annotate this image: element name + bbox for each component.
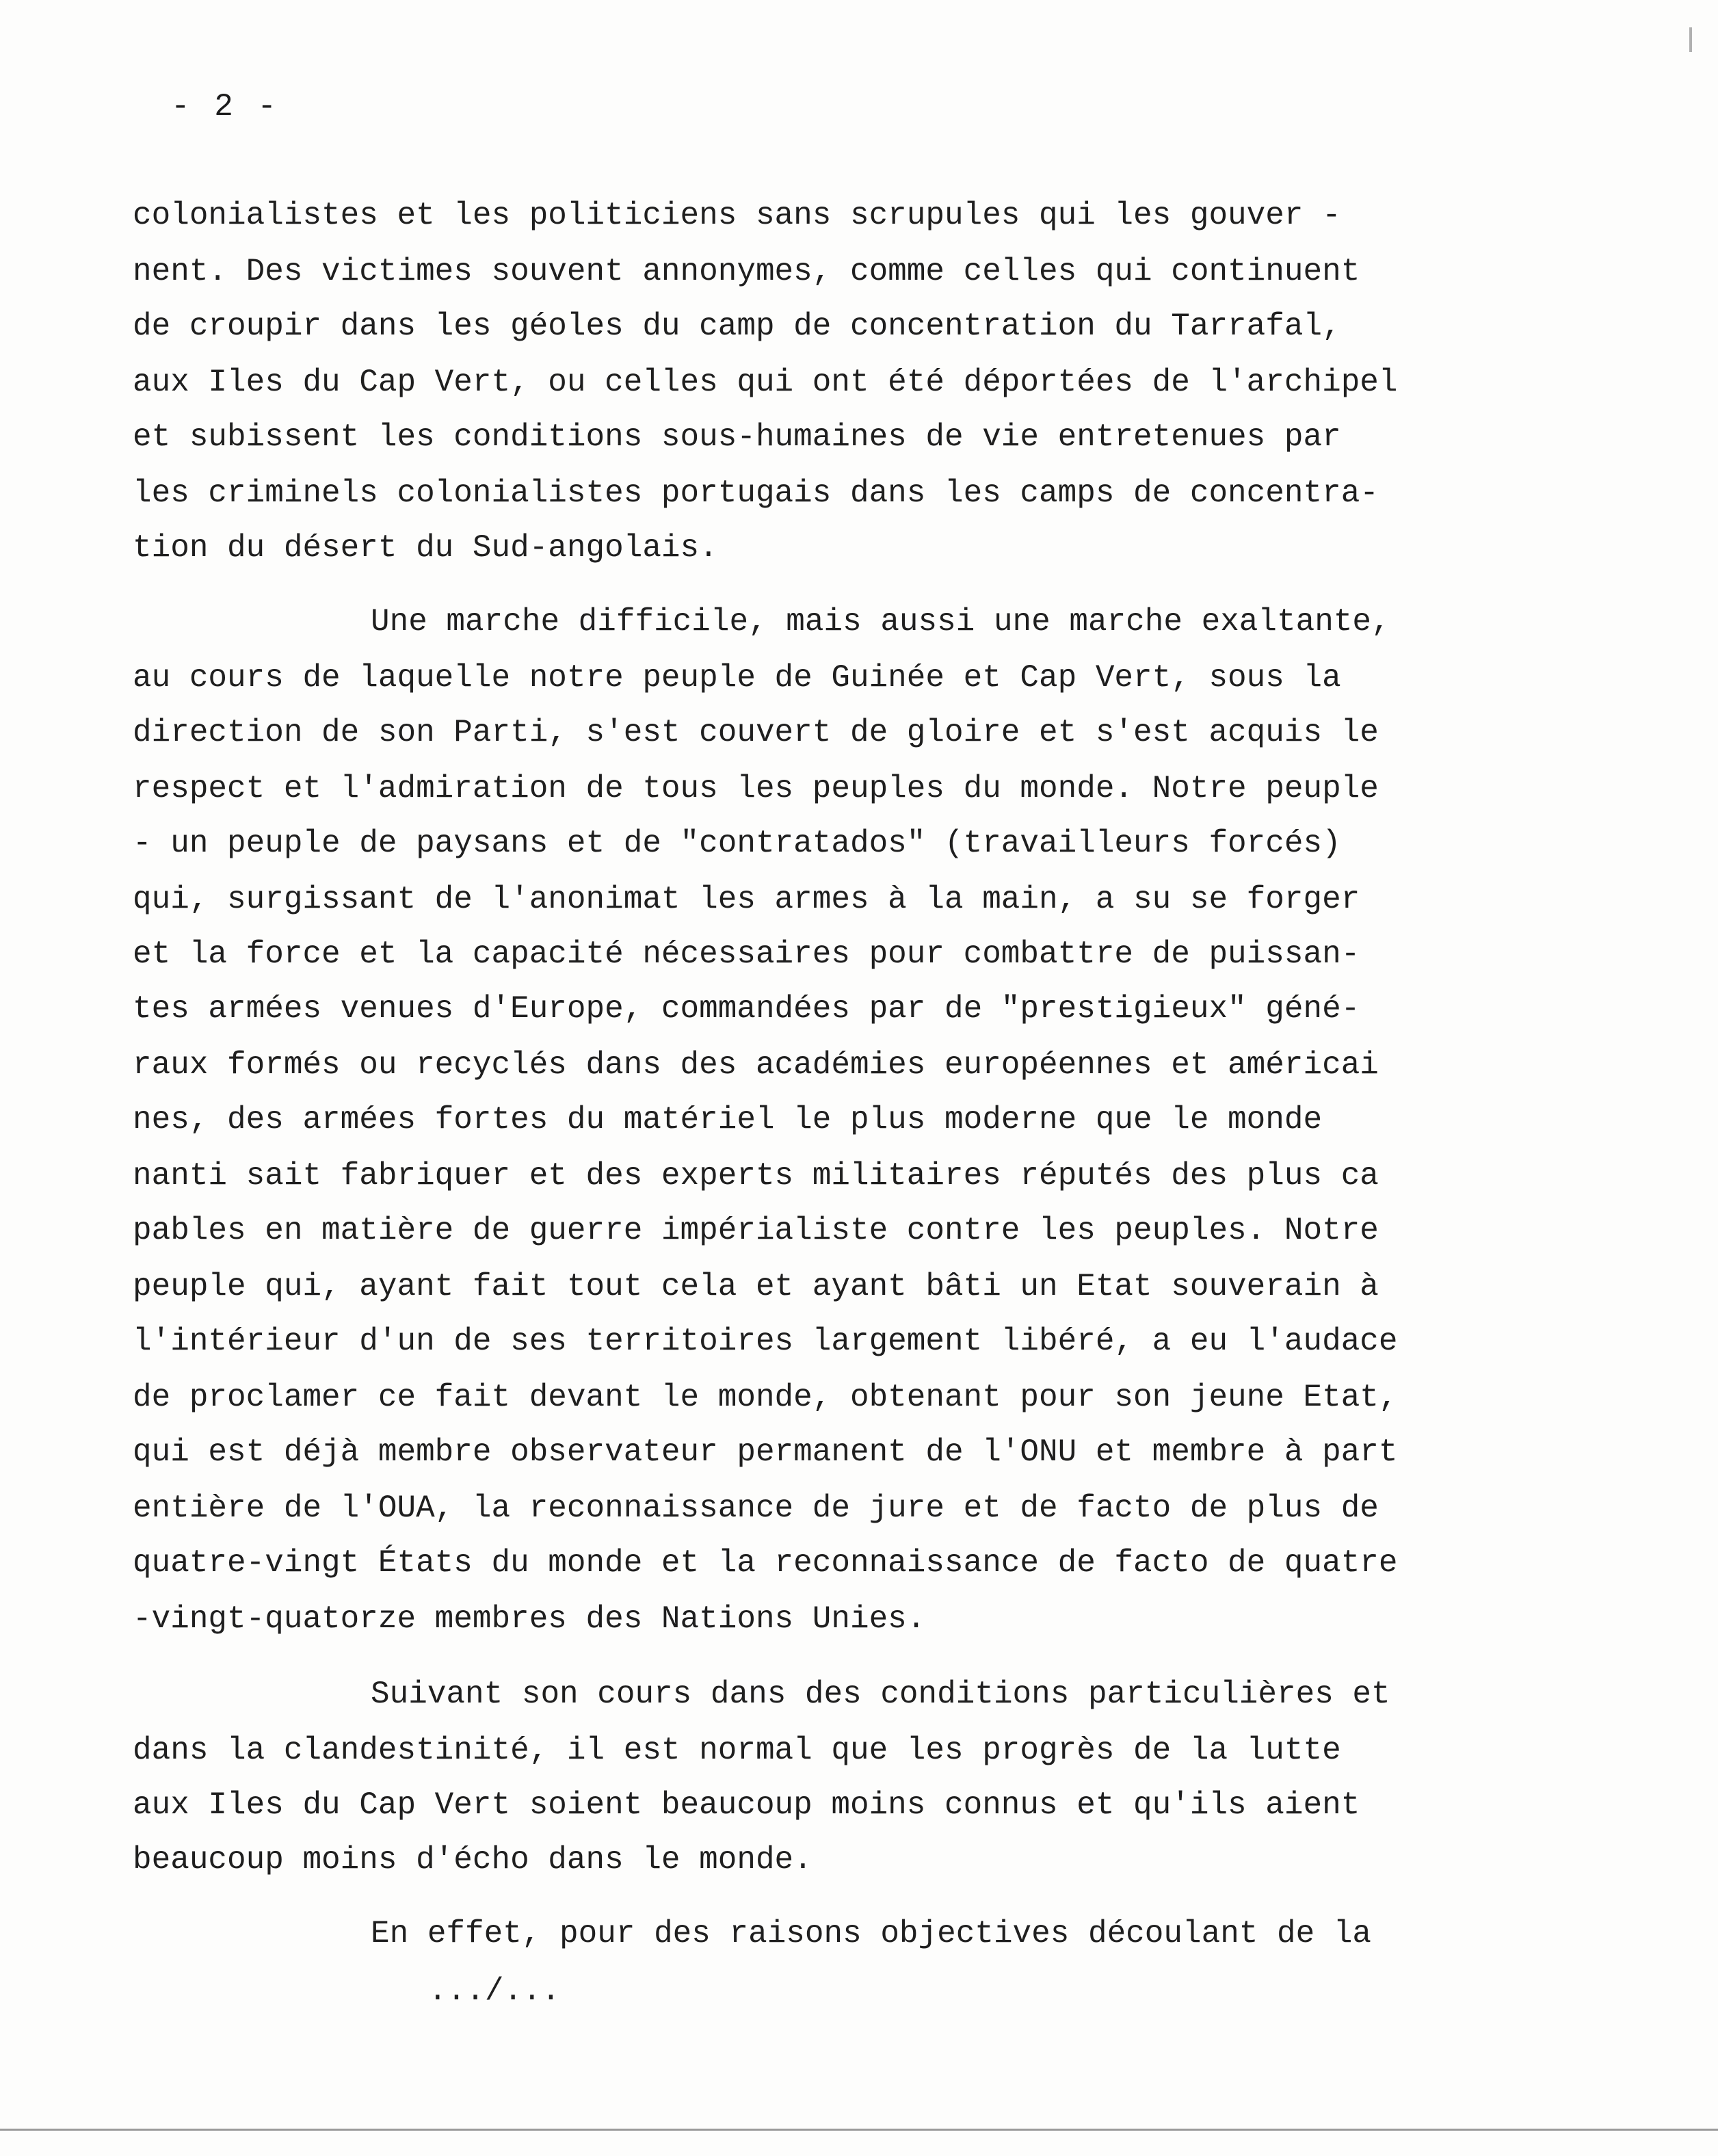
text-line: -vingt-quatorze membres des Nations Unies. — [133, 1601, 926, 1637]
text-line: l'intérieur d'un de ses territoires largement libéré, a eu l'audace — [133, 1324, 1398, 1359]
text-line: les criminels colonialistes portugais dans les camps de concentra- — [133, 475, 1379, 511]
text-line: qui, surgissant de l'anonimat les armes à la main, a su se forger — [133, 882, 1360, 917]
text-line: de croupir dans les géoles du camp de concentration du Tarrafal, — [133, 308, 1341, 344]
text-line: Suivant son cours dans des conditions particulières et — [371, 1677, 1390, 1712]
text-line: pables en matière de guerre impérialiste contre les peuples. Notre — [133, 1213, 1379, 1248]
text-line: peuple qui, ayant fait tout cela et ayant bâti un Etat souverain à — [133, 1269, 1379, 1304]
text-line: et subissent les conditions sous-humaines de vie entretenues par — [133, 419, 1341, 455]
text-line: entière de l'OUA, la reconnaissance de jure et de facto de plus de — [133, 1490, 1379, 1526]
text-line: direction de son Parti, s'est couvert de gloire et s'est acquis le — [133, 715, 1379, 750]
text-line: au cours de laquelle notre peuple de Guinée et Cap Vert, sous la — [133, 660, 1341, 696]
text-line: tes armées venues d'Europe, commandées par de "prestigieux" géné- — [133, 991, 1360, 1027]
text-line: de proclamer ce fait devant le monde, obtenant pour son jeune Etat, — [133, 1380, 1398, 1415]
text-line: raux formés ou recyclés dans des académies européennes et américai — [133, 1047, 1379, 1083]
scan-mark — [1689, 27, 1692, 52]
text-line: - un peuple de paysans et de "contratados" (travailleurs forcés) — [133, 826, 1341, 861]
text-line: En effet, pour des raisons objectives découlant de la — [371, 1916, 1372, 1951]
text-line: beaucoup moins d'écho dans le monde. — [133, 1842, 812, 1878]
scan-edge-rule — [0, 2129, 1718, 2131]
text-line: colonialistes et les politiciens sans scrupules qui les gouver - — [133, 198, 1341, 233]
text-line: quatre-vingt États du monde et la reconnaissance de facto de quatre — [133, 1545, 1398, 1581]
page-number: - 2 - — [171, 89, 280, 124]
text-line: nes, des armées fortes du matériel le plus moderne que le monde — [133, 1102, 1323, 1138]
continuation-mark: .../... — [428, 1973, 561, 2009]
text-line: nanti sait fabriquer et des experts militaires réputés des plus ca — [133, 1158, 1379, 1194]
text-line: tion du désert du Sud-angolais. — [133, 530, 718, 566]
text-line: dans la clandestinité, il est normal que les progrès de la lutte — [133, 1733, 1341, 1768]
text-line: aux Iles du Cap Vert soient beaucoup moins connus et qu'ils aient — [133, 1787, 1360, 1823]
text-line: Une marche difficile, mais aussi une marche exaltante, — [371, 604, 1390, 640]
text-line: aux Iles du Cap Vert, ou celles qui ont été déportées de l'archipel — [133, 365, 1398, 400]
text-line: nent. Des victimes souvent annonymes, comme celles qui continuent — [133, 254, 1360, 289]
text-line: et la force et la capacité nécessaires pour combattre de puissan- — [133, 936, 1360, 972]
text-line: respect et l'admiration de tous les peuples du monde. Notre peuple — [133, 771, 1379, 806]
text-line: qui est déjà membre observateur permanent de l'ONU et membre à part — [133, 1434, 1398, 1470]
